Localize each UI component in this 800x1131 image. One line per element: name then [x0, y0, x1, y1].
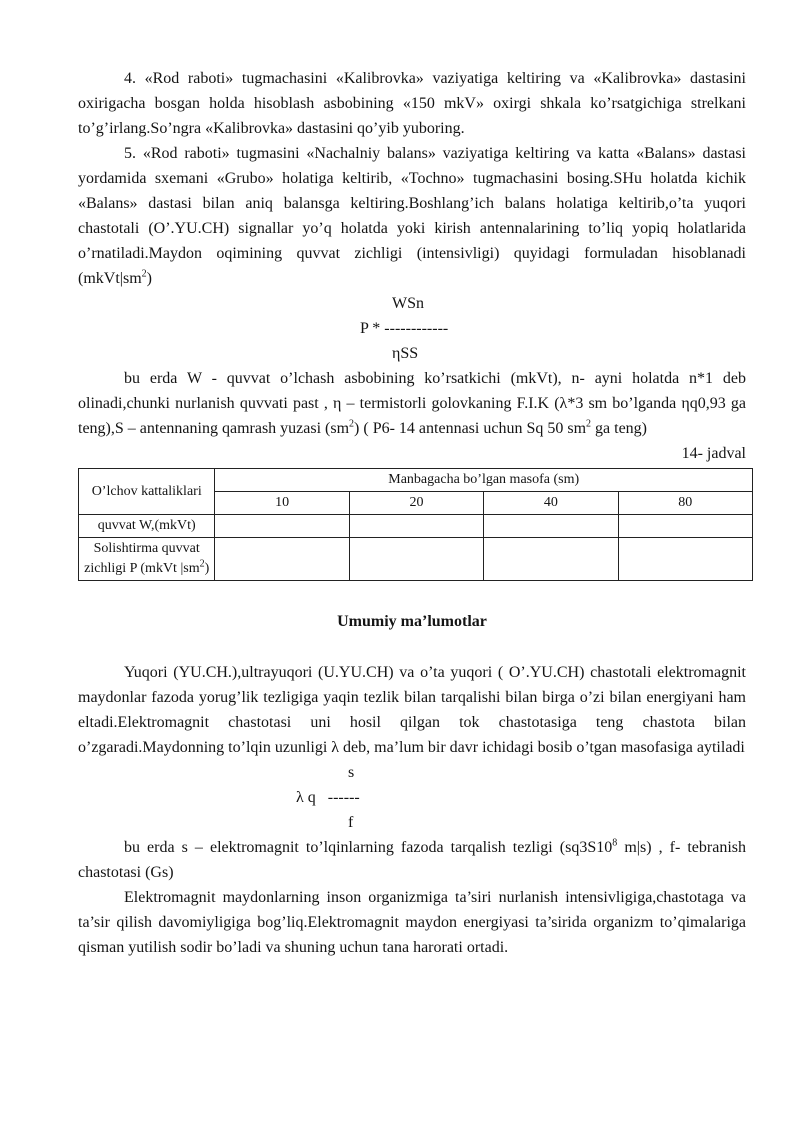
density-label-end: ) — [204, 561, 210, 576]
formula-numerator: s — [348, 764, 355, 781]
superscript: 2 — [199, 558, 205, 570]
superscript: 8 — [612, 837, 618, 849]
table-cell — [215, 538, 349, 581]
document-page — [78, 66, 746, 960]
measurement-table — [78, 468, 753, 581]
table-cell — [484, 515, 618, 538]
table-cell — [349, 515, 483, 538]
table-cell — [349, 538, 483, 581]
table-row-density-label — [79, 538, 215, 581]
paragraph-general-2: Elektromagnit maydonlarning inson organizmiga ta’siri nurlanish intensivligiga,chastotaga va ta’sir qilish davomiyligiga bog’liq.Elektromagnit maydon energiyasi ta’sirida organizm to’qimalariga qisman yutilish sodir bo’ladi va shuning uchun tana harorati ortadi. — [78, 889, 746, 956]
table-cell — [618, 515, 752, 538]
paragraph-step-5 — [78, 141, 746, 291]
formula-denominator: ηSS — [392, 345, 419, 362]
formula-wavelength — [78, 760, 746, 835]
table-cell — [484, 538, 618, 581]
formula-denominator: f — [348, 814, 354, 831]
formula-power-density — [78, 291, 746, 366]
table-distance-10: 10 — [215, 492, 349, 515]
formula-numerator: WSn — [392, 295, 424, 312]
where-1-mid: ) ( P6- 14 antennasi uchun Sq 50 sm — [354, 420, 587, 437]
where-1-text: bu erda W - quvvat o’lchash asbobining ko’rsatkichi (mkVt), n- ayni holatda n*1 deb olinadi,chunki nurlanish quvvati past , η – termistorli golovkaning F.I.K (λ*3 sm bo’lganda ηq0,93 ga teng),S – antennaning qamrash yuzasi (sm — [78, 370, 747, 437]
where-2-end: m|s) , f- tebranish chastotasi (Gs) — [78, 839, 746, 881]
table-distance-40: 40 — [484, 492, 618, 515]
superscript: 2 — [349, 418, 355, 430]
paragraph-step-4: 4. «Rod raboti» tugmachasini «Kalibrovka» vaziyatiga keltiring va «Kalibrovka» dastasini oxirigacha bosgan holda hisoblash asbobining «150 mkV» oxirgi shkala ko’rsatgichiga strelkani to’g’irlang.So’ngra «Kalibrovka» dastasini qo’yib yuboring. — [78, 70, 746, 137]
superscript: 2 — [586, 418, 592, 430]
formula-fraction-line: λ q ------ — [296, 789, 360, 806]
paragraph-general-1: Yuqori (YU.CH.),ultrayuqori (U.YU.CH) va o’ta yuqori ( O’.YU.CH) chastotali elektromagnit maydonlar fazoda yorug’lik tezligiga yaqin tezlik bilan tarqalishi bilan birga o’zi bilan energiyani ham eltadi.Elektromagnit chastotasi uni hosil qilgan tok chastotasiga teng chastota bilan o’zgaradi.Maydonning to’lqin uzunligi λ deb, ma’lum bir davr ichidagi bosib o’tgan masofasiga aytiladi — [78, 664, 746, 756]
paragraph-step-5-end: ) — [146, 270, 152, 287]
table-cell — [618, 538, 752, 581]
table-distance-20: 20 — [349, 492, 483, 515]
table-header-quantities: O’lchov kattaliklari — [79, 469, 215, 515]
table-caption: 14- jadval — [681, 445, 746, 462]
paragraph-where-1 — [78, 366, 746, 441]
where-1-end: ga teng) — [591, 420, 648, 437]
paragraph-where-2 — [78, 835, 746, 885]
density-label-text: Solishtirma quvvat zichligi P (mkVt |sm — [84, 541, 200, 576]
formula-fraction-line: P * ------------ — [360, 320, 449, 337]
table-header-distance: Manbagacha bo’lgan masofa (sm) — [215, 469, 753, 492]
table-row-power-label: quvvat W,(mkVt) — [79, 515, 215, 538]
superscript: 2 — [141, 268, 147, 280]
paragraph-step-5-text: 5. «Rod raboti» tugmasini «Nachalniy balans» vaziyatiga keltiring va katta «Balans» dastasi yordamida sxemani «Grubo» holatiga keltirib, «Tochno» tugmachasini bosing.SHu holatda kichik «Balans» dastasi bilan aniq balansga keltiring.Boshlang’ich balans holatiga keltirib,o’ta yuqori chastotali (O’.YU.CH) signallar yo’q holatda yoki kirish antennalarining to’liq yopiq holatlarida o’rnatiladi.Maydon oqimining quvvat zichligi (intensivligi) quyidagi formuladan hisoblanadi (mkVt|sm — [78, 145, 746, 287]
where-2-text: bu erda s – elektromagnit to’lqinlarning fazoda tarqalish tezligi (sq3S10 — [124, 839, 613, 856]
table-cell — [215, 515, 349, 538]
table-distance-80: 80 — [618, 492, 752, 515]
section-heading: Umumiy ma’lumotlar — [337, 613, 487, 630]
